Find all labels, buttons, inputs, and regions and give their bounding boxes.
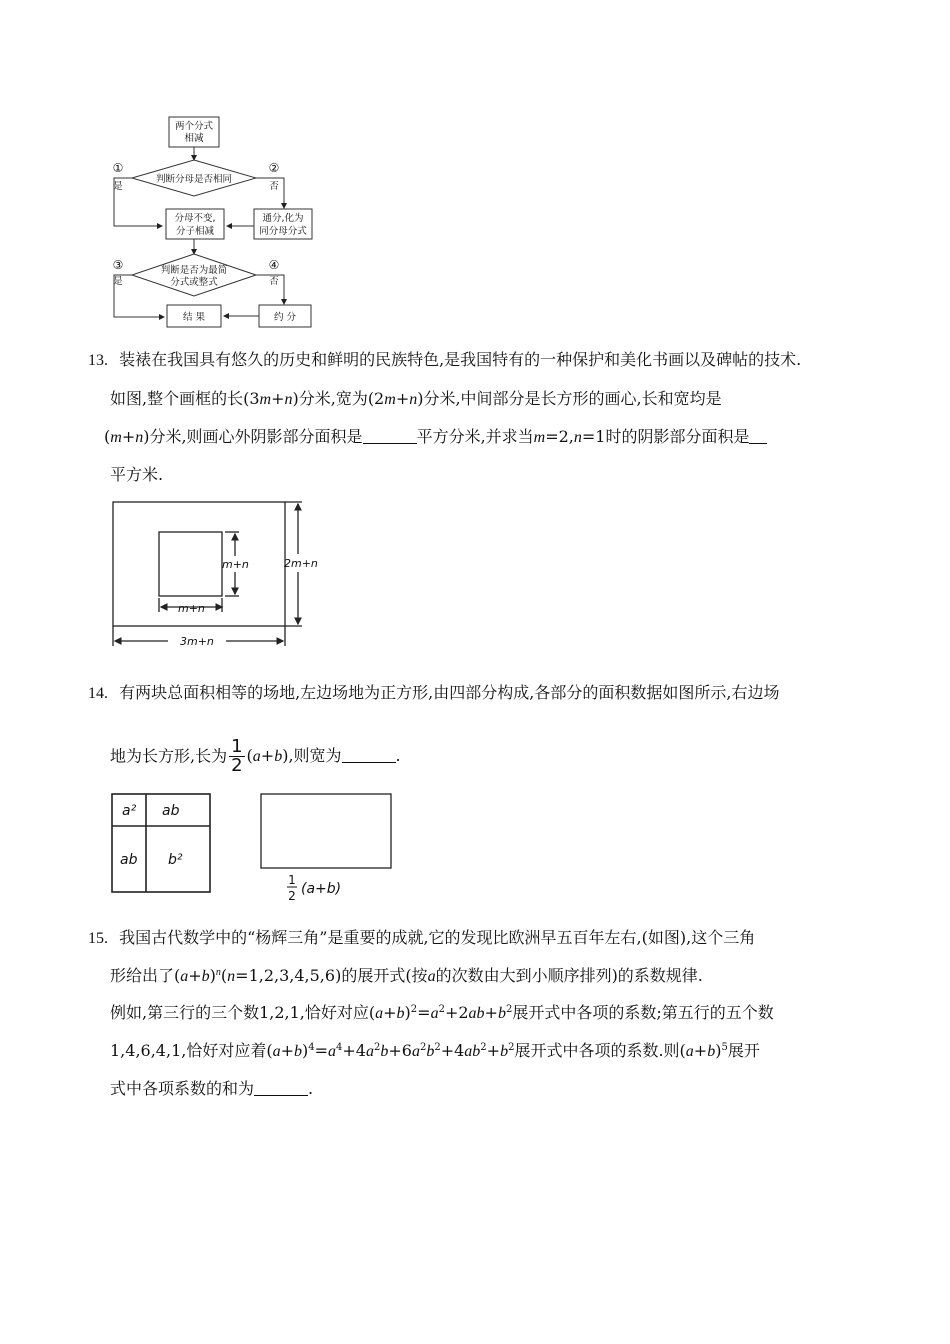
flow-proc-diff-l1: 通分,化为 bbox=[262, 213, 304, 224]
q14-cell-ab-left: ab bbox=[120, 852, 138, 868]
q13-label-outer-h: 2m+n bbox=[284, 557, 318, 570]
q14-cell-b2: b² bbox=[168, 852, 183, 868]
q13-label-outer-w: 3m+n bbox=[180, 635, 214, 648]
q15-line-3: 例如,第三行的三个数1,2,1,恰好对应$(a+b)^2=a^2+2ab+b^2$展开式中各项的系数;第五行的五个数 bbox=[110, 1003, 774, 1022]
flow-start-l2: 相减 bbox=[184, 133, 204, 144]
q14-fraction: $\frac{1}{2}$ bbox=[231, 736, 243, 776]
q14-cell-a2: a² bbox=[122, 803, 137, 819]
flow-proc-same-l1: 分母不变, bbox=[174, 213, 216, 224]
flow-start-l1: 两个分式 bbox=[174, 121, 214, 132]
q13-line-2: 如图,整个画框的长(3m+n)分米,宽为(2m+n)分米,中间部分是长方形的画心,长和宽均是 bbox=[110, 389, 722, 408]
q13-label-inner-h: m+n bbox=[222, 558, 249, 571]
q13-label-inner-w: m+n bbox=[178, 602, 205, 615]
q15-line-4: 1,4,6,4,1,恰好对应着$(a+b)^4=a^4+4a^2b+6a^2b^2+4ab^2+b^2$展开式中各项的系数.则$(a+b)^5$展开 bbox=[110, 1041, 760, 1060]
q14-cell-ab-top: ab bbox=[162, 803, 180, 819]
q14-fields-figure bbox=[106, 788, 406, 910]
q13-answer-blank-1[interactable] bbox=[363, 427, 417, 444]
q13-line-3: (m+n)分米,则画心外阴影部分面积是 平方分米,并求当m=2,n=1时的阴影部分面积是 bbox=[104, 427, 767, 448]
flow-decision-2-l1: 判断是否为最简 bbox=[160, 265, 228, 276]
flow-label-2-num: ② bbox=[268, 161, 280, 175]
q15-text-1: 我国古代数学中的“杨辉三角”是重要的成就,它的发现比欧洲早五百年左右,(如图),这个三角 bbox=[119, 928, 756, 947]
flow-label-3-num: ③ bbox=[112, 258, 124, 272]
flow-decision-2-l2: 分式或整式 bbox=[170, 277, 218, 288]
q14-rect-label: (a+b) bbox=[301, 881, 342, 897]
q13-number: 13. bbox=[88, 352, 108, 369]
flow-result-text: 结 果 bbox=[182, 312, 206, 323]
flow-label-2-text: 否 bbox=[269, 181, 279, 192]
q14-line-1 bbox=[88, 683, 779, 704]
flow-label-1-text: 是 bbox=[113, 181, 123, 192]
flow-label-3-text: 是 bbox=[113, 276, 123, 287]
q15-answer-blank[interactable] bbox=[254, 1079, 308, 1096]
q13-inner-painting bbox=[159, 532, 222, 596]
flowchart-figure bbox=[104, 112, 324, 334]
flow-proc-same-l2: 分子相减 bbox=[175, 226, 215, 237]
q13-answer-blank-2[interactable] bbox=[749, 427, 767, 444]
q14-line-2: 地为长方形,长为 $\frac{1}{2}$ (a+b),则宽为 . bbox=[110, 736, 401, 776]
q14-rect-field bbox=[261, 794, 391, 868]
flow-proc-diff-l2: 同分母分式 bbox=[259, 226, 307, 237]
q14-answer-blank[interactable] bbox=[342, 746, 396, 763]
q14-number: 14. bbox=[88, 685, 108, 702]
flow-decision-1-text: 判断分母是否相同 bbox=[155, 174, 233, 185]
flow-label-1-num: ① bbox=[112, 161, 124, 175]
q14-text-1: 有两块总面积相等的场地,左边场地为正方形,由四部分构成,各部分的面积数据如图所示,右边场 bbox=[119, 683, 780, 702]
flow-label-4-text: 否 bbox=[269, 276, 279, 287]
q13-frame-figure bbox=[108, 496, 338, 652]
q13-text-1: 装裱在我国具有悠久的历史和鲜明的民族特色,是我国特有的一种保护和美化书画以及碑帖的技术. bbox=[119, 350, 802, 369]
q15-line-2: 形给出了$(a+b)^n(n=1,2,3,4,5,6)$的展开式(按a的次数由大到小顺序排列)的系数规律. bbox=[110, 966, 703, 985]
q15-line-1 bbox=[88, 928, 755, 949]
q14-rect-frac-den: 2 bbox=[288, 889, 296, 903]
flow-label-4-num: ④ bbox=[268, 258, 280, 272]
q15-line-5: 式中各项系数的和为 . bbox=[110, 1079, 314, 1098]
q15-number: 15. bbox=[88, 930, 108, 947]
flow-reduce-text: 约 分 bbox=[273, 312, 297, 323]
q14-rect-frac-num: 1 bbox=[288, 873, 296, 887]
q13-line-1 bbox=[88, 350, 801, 371]
q13-line-4: 平方米. bbox=[110, 465, 164, 484]
